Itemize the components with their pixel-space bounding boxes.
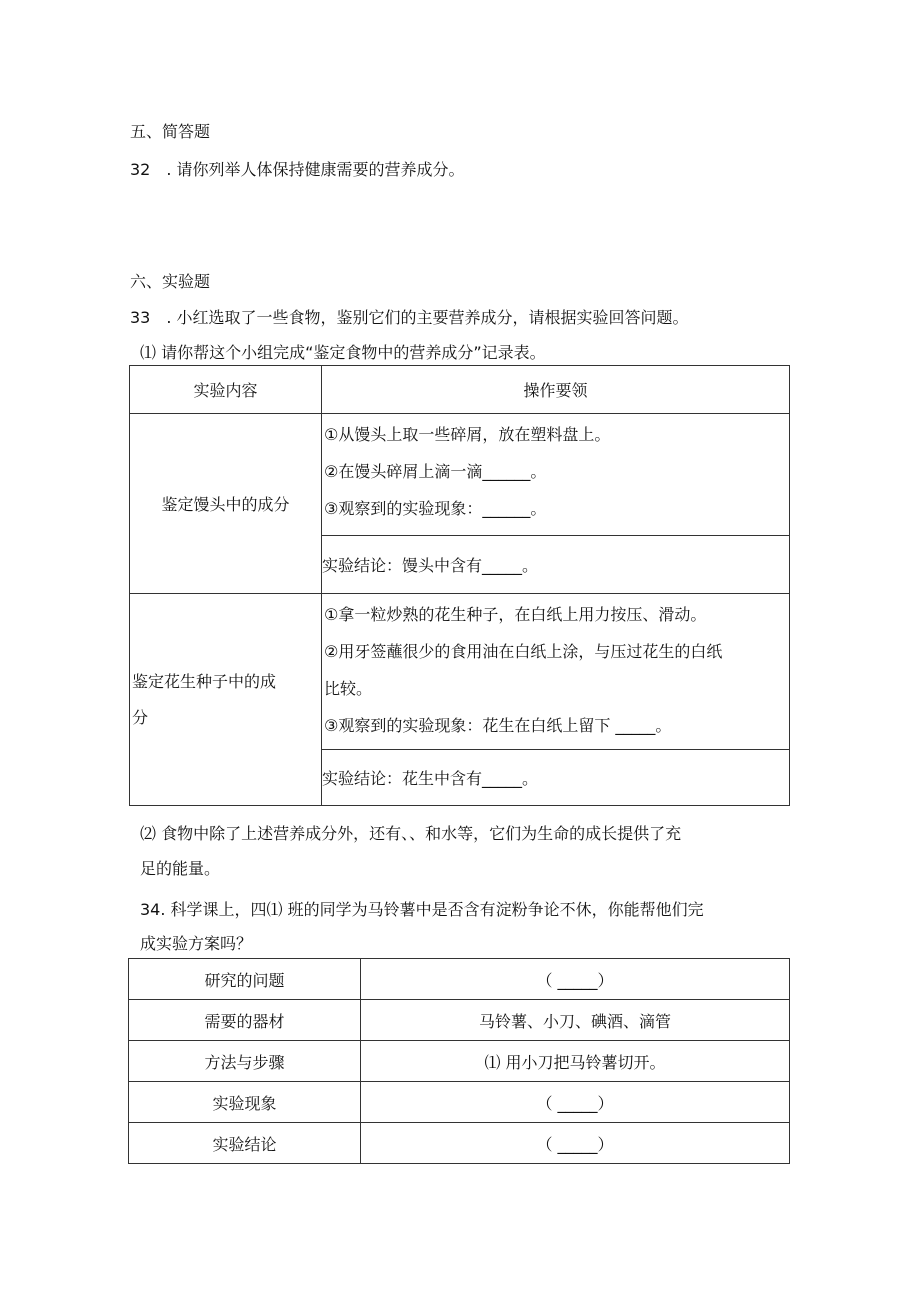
question-32: 32 . 请你列举人体保持健康需要的营养成分。: [130, 160, 465, 179]
question-33-part-1: ⑴ 请你帮这个小组完成“鉴定食物中的营养成分”记录表。: [140, 343, 546, 362]
conclusion-peanut: 实验结论：花生中含有_____。: [322, 750, 790, 806]
table-row: [129, 959, 790, 1000]
plan-value: （ _____）: [361, 1082, 790, 1123]
step-item: ③观察到的实验现象：______。: [324, 499, 547, 518]
row-label-line: 鉴定花生种子中的成: [132, 671, 277, 691]
table-row: [129, 1123, 790, 1164]
table-row: [130, 594, 790, 750]
plan-value: （ _____）: [361, 1123, 790, 1164]
plan-key: 方法与步骤: [129, 1041, 361, 1082]
step-item: ①从馒头上取一些碎屑，放在塑料盘上。: [324, 425, 611, 444]
table-row: [129, 1041, 790, 1082]
row-label-line: 分: [132, 707, 149, 727]
plan-value: ⑴ 用小刀把马铃薯切开。: [361, 1041, 790, 1082]
question-34-line-1: 34. 科学课上，四⑴ 班的同学为马铃薯中是否含有淀粉争论不休，你能帮他们完: [140, 900, 704, 919]
table-row: [130, 414, 790, 536]
question-33-part-2-line-1: ⑵ 食物中除了上述营养成分外，还有、、和水等，它们为生命的成长提供了充: [140, 824, 682, 843]
question-33: 33 . 小红选取了一些食物，鉴别它们的主要营养成分，请根据实验回答问题。: [130, 308, 689, 327]
section-5-heading: 五、简答题: [130, 122, 211, 141]
header-operation-key-points: 操作要领: [322, 366, 790, 414]
plan-key: 研究的问题: [129, 959, 361, 1000]
plan-value: 马铃薯、小刀、碘酒、滴管: [361, 1000, 790, 1041]
question-33-part-2-line-2: 足的能量。: [140, 859, 221, 878]
plan-key: 需要的器材: [129, 1000, 361, 1041]
experiment-plan-table: [128, 958, 790, 1164]
table-row: [129, 1000, 790, 1041]
table-header-row: [130, 366, 790, 414]
steps-cell-steamed-bun: [322, 414, 790, 536]
plan-key: 实验现象: [129, 1082, 361, 1123]
nutrient-record-table: [129, 365, 790, 806]
plan-key: 实验结论: [129, 1123, 361, 1164]
step-item: ②在馒头碎屑上滴一滴______。: [324, 462, 547, 481]
section-6-heading: 六、实验题: [130, 272, 211, 291]
row-label-peanut: [130, 594, 322, 806]
step-item: ②用牙签蘸很少的食用油在白纸上涂，与压过花生的白纸: [324, 642, 723, 661]
row-label-steamed-bun: 鉴定馒头中的成分: [130, 414, 322, 594]
steps-cell-peanut: [322, 594, 790, 750]
step-item: 比较。: [324, 679, 373, 698]
step-item: ①拿一粒炒熟的花生种子，在白纸上用力按压、滑动。: [324, 605, 707, 624]
step-item: ③观察到的实验现象：花生在白纸上留下 _____。: [324, 716, 672, 735]
question-34-line-2: 成实验方案吗？: [140, 934, 253, 953]
table-row: [129, 1082, 790, 1123]
plan-value: （ _____）: [361, 959, 790, 1000]
conclusion-steamed-bun: 实验结论：馒头中含有_____。: [322, 536, 790, 594]
header-experiment-content: 实验内容: [130, 366, 322, 414]
